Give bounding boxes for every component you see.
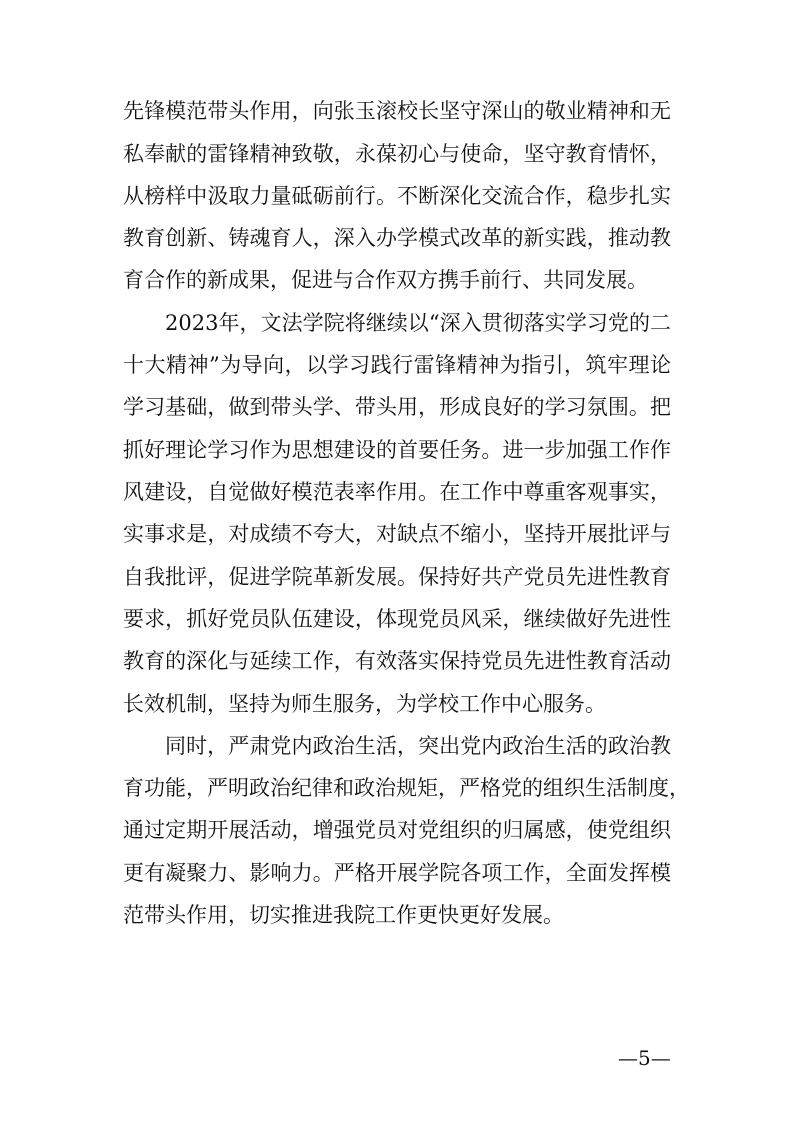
paragraph-1-line-3: 从榜样中汲取力量砥砺前行。不断深化交流合作，稳步扎实 [123, 184, 671, 208]
paragraph-2-line-3: 学习基础，做到带头学、带头用，形成良好的学习氛围。把 [123, 395, 671, 419]
paragraph-3-line-3: 通过定期开展活动，增强党员对党组织的归属感，使党组织 [123, 818, 671, 842]
paragraph-2-line-5: 风建设，自觉做好模范表率作用。在工作中尊重客观事实， [123, 480, 671, 504]
paragraph-1-line-5: 育合作的新成果，促进与合作双方携手前行、共同发展。 [123, 268, 648, 292]
paragraph-3-line-1: 同时，严肃党内政治生活，突出党内政治生活的政治教 [165, 734, 671, 758]
paragraph-3-line-5: 范带头作用，切实推进我院工作更快更好发展。 [123, 903, 564, 927]
paragraph-2-line-10: 长效机制，坚持为师生服务，为学校工作中心服务。 [123, 692, 606, 716]
paragraph-2-line-2: 十大精神”为导向，以学习践行雷锋精神为指引，筑牢理论 [123, 353, 671, 377]
paragraph-2-line-8: 要求，抓好党员队伍建设，体现党员风采，继续做好先进性 [123, 607, 671, 631]
paragraph-3-line-4: 更有凝聚力、影响力。严格开展学院各项工作，全面发挥模 [123, 861, 671, 885]
paragraph-1-line-4: 教育创新、铸魂育人，深入办学模式改革的新实践，推动教 [123, 226, 671, 250]
paragraph-2-line-7: 自我批评，促进学院革新发展。保持好共产党员先进性教育 [123, 565, 671, 589]
page-number: —5— [618, 1046, 671, 1070]
paragraph-1-line-1: 先锋模范带头作用，向张玉滚校长坚守深山的敬业精神和无 [123, 99, 671, 123]
paragraph-2-line-4: 抓好理论学习作为思想建设的首要任务。进一步加强工作作 [123, 438, 671, 462]
paragraph-2-line-1: 2023年，文法学院将继续以“深入贯彻落实学习党的二 [165, 311, 671, 335]
paragraph-1-line-2: 私奉献的雷锋精神致敬，永葆初心与使命，坚守教育情怀， [123, 142, 671, 166]
paragraph-2-line-6: 实事求是，对成绩不夸大，对缺点不缩小，坚持开展批评与 [123, 522, 671, 546]
paragraph-2-line-9: 教育的深化与延续工作，有效落实保持党员先进性教育活动 [123, 649, 671, 673]
paragraph-3-line-2: 育功能，严明政治纪律和政治规矩，严格党的组织生活制度， [123, 776, 690, 800]
